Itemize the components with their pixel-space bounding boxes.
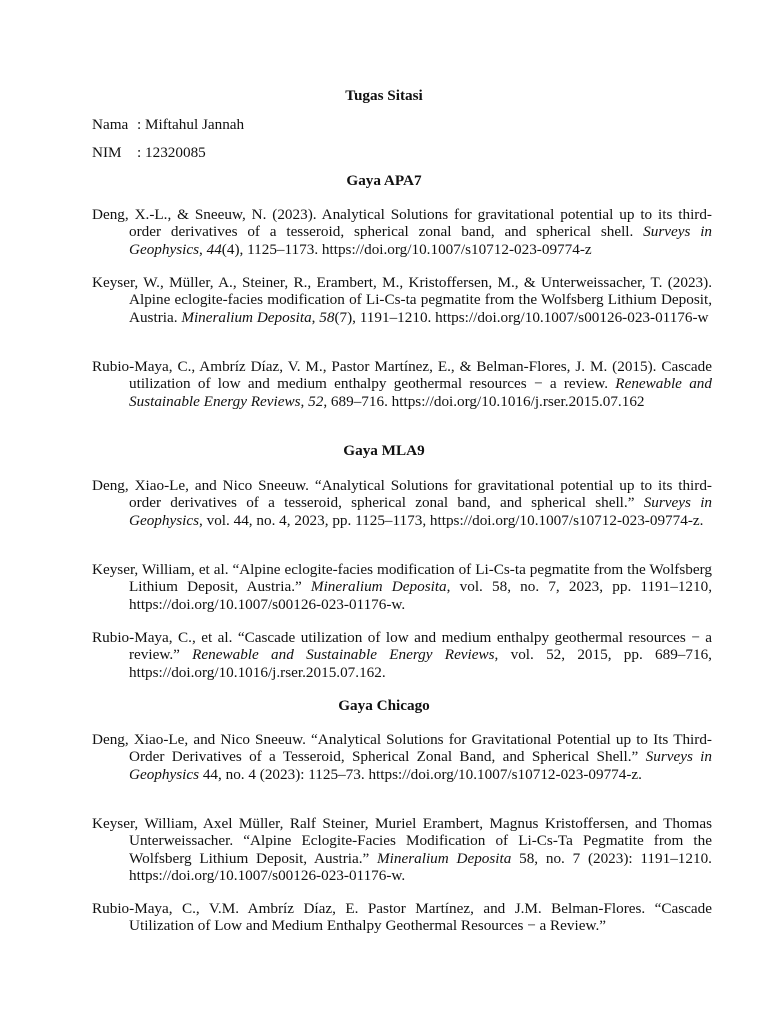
nim-line (92, 144, 206, 161)
section-heading-chicago: Gaya Chicago (338, 697, 430, 714)
document-title: Tugas Sitasi (345, 87, 423, 104)
nim-value: : 12320085 (137, 144, 206, 161)
nama-line (92, 116, 244, 133)
reference-mla-2: Keyser, William, et al. “Alpine eclogite-facies modification of Li-Cs-ta pegmatite from the Wolfsberg Lithium Deposit, Austria.” Mineralium Deposita, vol. 58, no. 7, 2023, pp. 1191–1210, https://doi.org/10.1007/s00126-023-01176-w. (92, 561, 712, 613)
reference-apa-3: Rubio-Maya, C., Ambríz Díaz, V. M., Pastor Martínez, E., & Belman-Flores, J. M. (2015). Cascade utilization of low and medium enthalpy geothermal resources − a review. Renewable and Sustainable Energy Reviews, 52, 689–716. https://doi.org/10.1016/j.rser.2015.07.162 (92, 358, 712, 410)
reference-apa-1: Deng, X.-L., & Sneeuw, N. (2023). Analytical Solutions for gravitational potential up to its third-order derivatives of a tesseroid, spherical zonal band, and spherical shell. Surveys in Geophysics, 44(4), 1125–1173. https://doi.org/10.1007/s10712-023-09774-z (92, 206, 713, 258)
section-heading-apa7: Gaya APA7 (346, 172, 422, 189)
section-heading-mla9: Gaya MLA9 (343, 442, 425, 459)
reference-mla-3: Rubio-Maya, C., et al. “Cascade utilization of low and medium enthalpy geothermal resources − a review.” Renewable and Sustainable Energy Reviews, vol. 52, 2015, pp. 689–716, https://doi.org/10.1016/j.rser.2015.07.162. (92, 629, 712, 681)
nama-label: Nama (92, 116, 129, 133)
nim-label: NIM (92, 144, 122, 161)
reference-mla-1: Deng, Xiao-Le, and Nico Sneeuw. “Analytical Solutions for gravitational potential up to its third-order derivatives of a tesseroid, spherical zonal band, and spherical shell.” Surveys in Geophysics, vol. 44, no. 4, 2023, pp. 1125–1173, https://doi.org/10.1007/s10712-023-09774-z. (92, 477, 713, 529)
reference-apa-2: Keyser, W., Müller, A., Steiner, R., Erambert, M., Kristoffersen, M., & Unterweissacher, T. (2023). Alpine eclogite-facies modification of Li-Cs-ta pegmatite from the Wolfsberg Lithium Deposit, Austria. Mineralium Deposita, 58(7), 1191–1210. https://doi.org/10.1007/s00126-023-01176-w (92, 274, 712, 326)
reference-chicago-3: Rubio-Maya, C., V.M. Ambríz Díaz, E. Pastor Martínez, and J.M. Belman-Flores. “Cascade Utilization of Low and Medium Enthalpy Geothermal Resources − a Review.” (92, 900, 712, 935)
nama-value: : Miftahul Jannah (137, 116, 245, 133)
reference-chicago-2: Keyser, William, Axel Müller, Ralf Steiner, Muriel Erambert, Magnus Kristoffersen, and Thomas Unterweissacher. “Alpine Eclogite-Facies Modification of Li-Cs-Ta Pegmatite from the Wolfsberg Lithium Deposit, Austria.” Mineralium Deposita 58, no. 7 (2023): 1191–1210. https://doi.org/10.1007/s00126-023-01176-w. (92, 815, 712, 884)
reference-chicago-1: Deng, Xiao-Le, and Nico Sneeuw. “Analytical Solutions for Gravitational Potential up to Its Third-Order Derivatives of a Tesseroid, Spherical Zonal Band, and Spherical Shell.” Surveys in Geophysics 44, no. 4 (2023): 1125–73. https://doi.org/10.1007/s10712-023-09774-z. (92, 731, 712, 783)
